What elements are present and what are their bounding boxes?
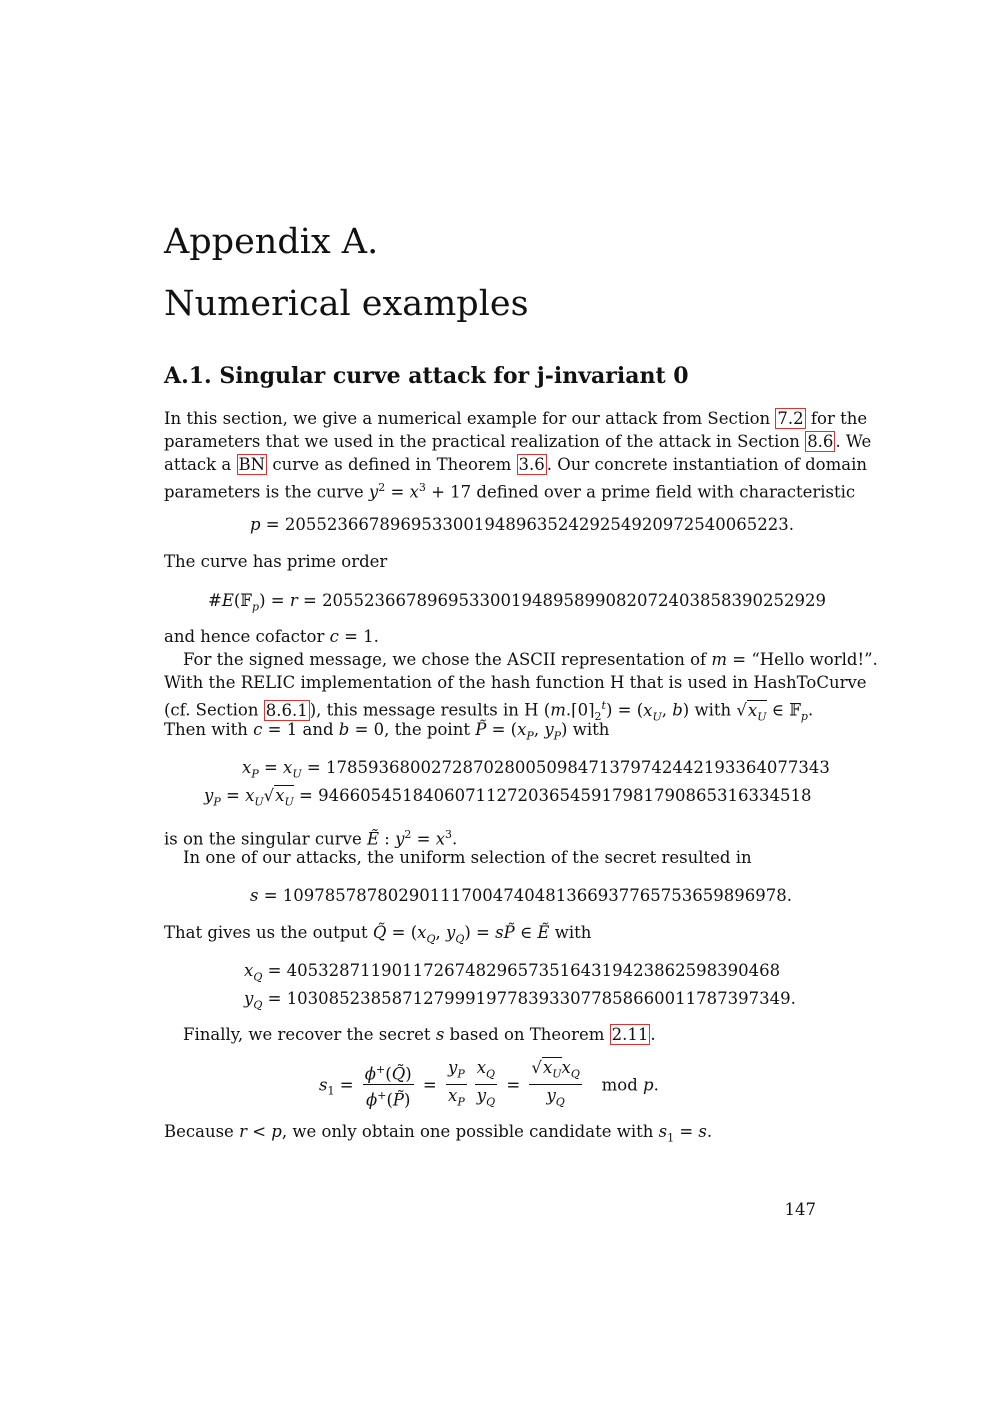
equation-yq: $y_Q = 103085238587127999197783933077858660011787397349$. bbox=[244, 989, 796, 1012]
cofactor-line: and hence cofactor c = 1. bbox=[164, 627, 379, 646]
ref-theorem-3-6[interactable]: 3.6 bbox=[518, 455, 545, 474]
para2-line2: With the RELIC implementation of the hash function H that is used in HashToCurve bbox=[164, 673, 867, 692]
page-number: 147 bbox=[784, 1200, 816, 1219]
equation-yp: $y_P = x_U√x_U$ = 946605451840607112720365459179817908653163345​18 bbox=[204, 786, 812, 809]
singular-curve-line: is on the singular curve Ẽ : $y^2 = x^3$. bbox=[164, 828, 458, 849]
para2-line3: (cf. Section 8.6.1 ), this message results in H $(m.⌈0⌉_2^t) = (x_U$, b) with $√x_U$ ∈ 𝔽$_p$. bbox=[164, 699, 814, 723]
ref-section-8-6[interactable]: 8.6 bbox=[807, 432, 834, 451]
output-line: That gives us the output Q̃ = ($x_Q$, $y_Q$) = sP̃ ∈ Ẽ with bbox=[164, 923, 592, 946]
because-line: Because r < p, we only obtain one possible candidate with $s_1 = s$. bbox=[164, 1122, 713, 1145]
order-text: The curve has prime order bbox=[164, 552, 388, 571]
equation-s1: $s_1$ = $\frac{\phi^+(Q̃)}{\phi^+(P̃)}$ = $\frac{y_P}{x_P}$ $\frac{x_Q}{y_Q}$ = $\frac{√x_Ux_Q}{y_Q}$ mod p. bbox=[319, 1058, 659, 1110]
ref-bn[interactable]: BN bbox=[238, 455, 266, 474]
para2-line4: Then with c = 1 and b = 0, the point P̃ = ($x_P$, $y_P$) with bbox=[164, 720, 610, 743]
section-title: A.1. Singular curve attack for j-invariant 0 bbox=[164, 363, 689, 389]
para1-line1: In this section, we give a numerical example for our attack from Section 7.2 for the bbox=[164, 409, 868, 428]
para3-line: In one of our attacks, the uniform selection of the secret resulted in bbox=[183, 848, 752, 867]
chapter-title: Numerical examples bbox=[164, 284, 529, 324]
equation-p: p = 20552366789695330019489635242925492097254006522​3. bbox=[250, 515, 795, 534]
equation-xq: $x_Q$ = 405328711901172674829657351643194238625983904​68 bbox=[244, 961, 781, 984]
ref-section-7-2[interactable]: 7.2 bbox=[777, 409, 804, 428]
ref-theorem-2-11[interactable]: 2.11 bbox=[611, 1025, 649, 1044]
equation-s: s = 109785787802901117004740481366937765753659896978. bbox=[250, 886, 792, 905]
equation-order: #E(𝔽$_p$) = r = 20552366789695330019489589908207240385839025292​9 bbox=[208, 591, 826, 614]
chapter-label: Appendix A. bbox=[164, 222, 379, 262]
para2-line1: For the signed message, we chose the ASCII representation of m = “Hello world!”. bbox=[183, 650, 878, 669]
equation-xp: $x_P = x_U = 178593680027287028005098471379742442193364077343$ bbox=[242, 758, 830, 781]
finally-line: Finally, we recover the secret s based on Theorem 2.11 . bbox=[183, 1025, 656, 1044]
para1-line4: parameters is the curve $y^2 = x^3 + 17$ defined over a prime field with characteristic bbox=[164, 481, 856, 502]
ref-section-8-6-1[interactable]: 8.6.1 bbox=[265, 700, 308, 720]
para1-line2: parameters that we used in the practical realization of the attack in Section 8.6 . We bbox=[164, 432, 872, 451]
para1-line3: attack a BN curve as defined in Theorem 3.6 . Our concrete instantiation of domain bbox=[164, 455, 867, 474]
